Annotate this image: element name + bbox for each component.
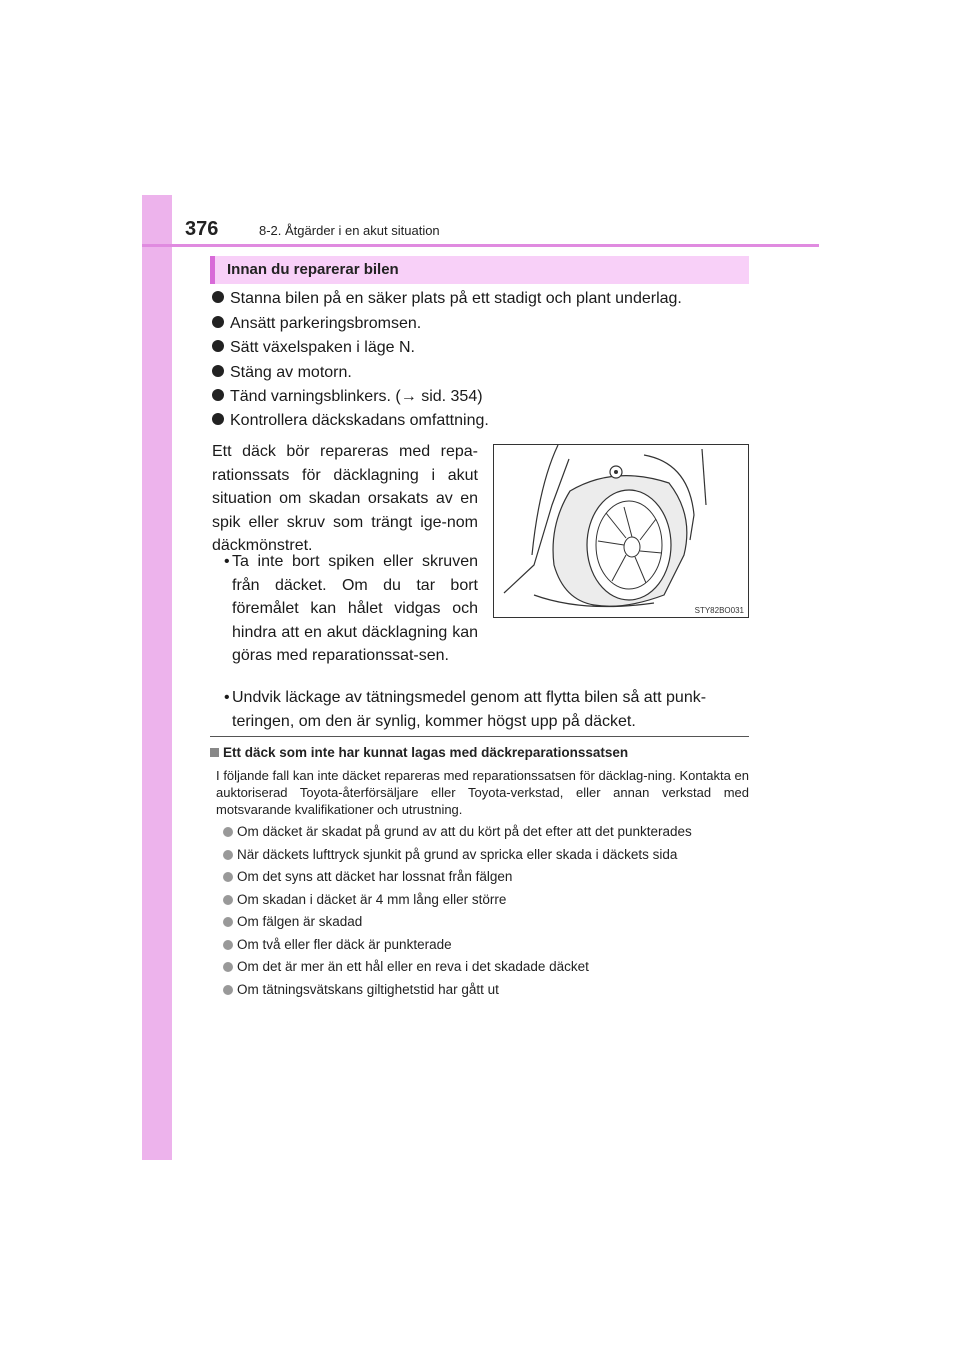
bullet-icon bbox=[223, 850, 233, 860]
bullet-icon bbox=[212, 389, 224, 401]
bullet-icon bbox=[212, 316, 224, 328]
side-tab-band bbox=[142, 195, 172, 1160]
bullet-icon bbox=[212, 340, 224, 352]
step-item: Stäng av motorn. bbox=[212, 364, 352, 382]
note-item: • Ta inte bort spiken eller skruven från däcket. Om du tar bort föremålet kan hålet vidgas och hindra att en akut däcklagning kan göras med reparationssat-sen. bbox=[224, 553, 478, 664]
list-item: Om det syns att däcket har lossnat från fälgen bbox=[223, 869, 512, 884]
list-item: När däckets lufttryck sjunkit på grund av spricka eller skada i däckets sida bbox=[223, 847, 677, 862]
list-item: Om tätningsvätskans giltighetstid har gått ut bbox=[223, 982, 499, 997]
bullet-icon bbox=[212, 291, 224, 303]
page-number: 376 bbox=[185, 218, 219, 240]
header-rule bbox=[142, 244, 819, 247]
step-item: Ansätt parkeringsbromsen. bbox=[212, 315, 421, 333]
list-item: Om det är mer än ett hål eller en reva i det skadade däcket bbox=[223, 959, 589, 974]
bullet-icon bbox=[212, 365, 224, 377]
section-title: Innan du reparerar bilen bbox=[227, 261, 399, 278]
list-item: Om däcket är skadat på grund av att du kört på det efter att det punkterades bbox=[223, 824, 692, 839]
step-item: Kontrollera däckskadans omfattning. bbox=[212, 412, 489, 430]
list-item: Om två eller fler däck är punkterade bbox=[223, 937, 452, 952]
bullet-icon bbox=[223, 985, 233, 995]
bullet-icon bbox=[223, 872, 233, 882]
bullet-icon bbox=[223, 940, 233, 950]
list-item: Om skadan i däcket är 4 mm lång eller större bbox=[223, 892, 506, 907]
image-code: STY82BO031 bbox=[694, 606, 744, 615]
step-item: Sätt växelspaken i läge N. bbox=[212, 339, 415, 357]
body-paragraph: Ett däck bör repareras med repa-rationssats för däcklagning i akut situation om skadan orsakats av en spik eller skruv som trängt ige-nom däckmönstret. bbox=[212, 443, 478, 554]
section-reference: 8-2. Åtgärder i en akut situation bbox=[259, 223, 440, 238]
bullet-icon bbox=[212, 413, 224, 425]
list-item: Om fälgen är skadad bbox=[223, 914, 362, 929]
section-divider bbox=[210, 736, 749, 737]
subsection-intro: I följande fall kan inte däcket repareras med reparationssatsen för däcklag-ning. Kontakta en auktoriserad Toyota-återförsäljare eller Toyota-verkstad, eller annan verkstad med motsvarande kvalifikationer och utrustning. bbox=[216, 768, 749, 817]
section-heading bbox=[210, 256, 749, 284]
step-item: Tänd varningsblinkers. (→ sid. 354) bbox=[212, 388, 483, 406]
bullet-icon bbox=[223, 962, 233, 972]
square-bullet-icon bbox=[210, 748, 219, 757]
page-header bbox=[185, 216, 825, 242]
subsection-heading: Ett däck som inte har kunnat lagas med däckreparationssatsen bbox=[210, 745, 628, 760]
tire-drawing-icon bbox=[494, 445, 748, 617]
step-item: Stanna bilen på en säker plats på ett stadigt och plant underlag. bbox=[212, 290, 682, 308]
bullet-icon bbox=[223, 895, 233, 905]
note-item: • Undvik läckage av tätningsmedel genom att flytta bilen så att punk-teringen, om den är synlig, kommer högst upp på däcket. bbox=[224, 689, 707, 730]
bullet-icon bbox=[223, 827, 233, 837]
bullet-icon bbox=[223, 917, 233, 927]
tire-illustration bbox=[493, 444, 749, 618]
